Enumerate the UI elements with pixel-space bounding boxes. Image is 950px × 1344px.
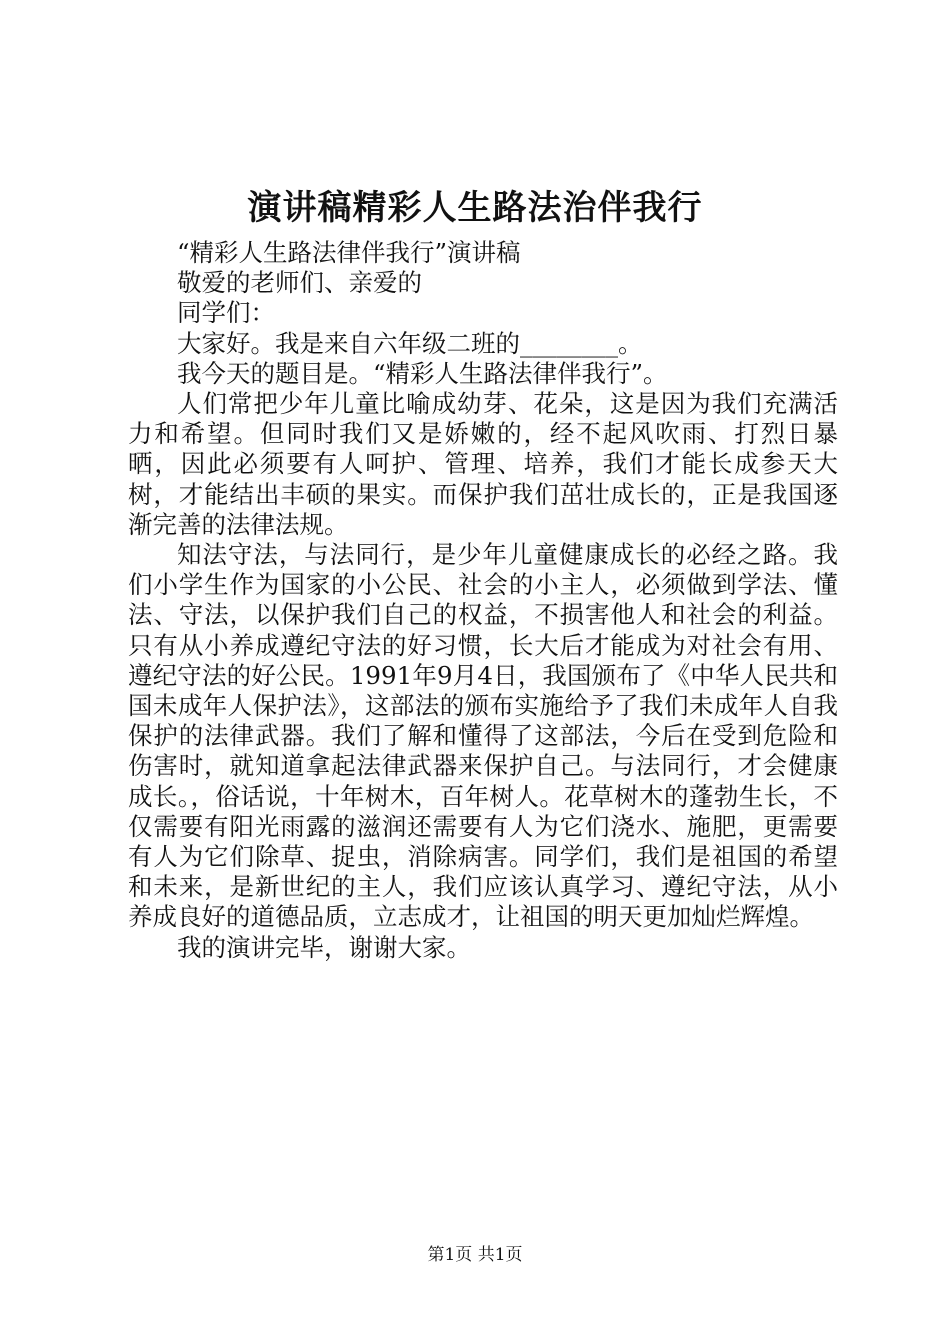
speech-subtitle: “精彩人生路法律伴我行”演讲稿 <box>177 238 521 267</box>
paragraph-2: 知法守法，与法同行，是少年儿童健康成长的必经之路。我们小学生作为国家的小公民、社会的小主人，必须做到学法、懂法、守法，以保护我们自己的权益，不损害他人和社会的利益。只有从小养成遵纪守法的好习惯，长大后才能成为对社会有用、遵纪守法的好公民。1991年9月4日，我国颁布了《中华人民共和国未成年人保护法》，这部法的颁布实施给予了我们未成年人自我保护的法律武器。我们了解和懂得了这部法，今后在受到危险和伤害时，就知道拿起法律武器来保护自己。与法同行，才会健康成长。，俗话说，十年树木，百年树人。花草树木的蓬勃生长，不仅需要有阳光雨露的滋润还需要有人为它们浇水、施肥，更需要有人为它们除草、捉虫，消除病害。同学们，我们是祖国的希望和未来，是新世纪的主人，我们应该认真学习、遵纪守法，从小养成良好的道德品质，立志成才，让祖国的明天更加灿烂辉煌。 <box>128 539 838 932</box>
paragraph-1: 人们常把少年儿童比喻成幼芽、花朵，这是因为我们充满活力和希望。但同时我们又是娇嫩的，经不起风吹雨、打烈日暴晒，因此必须要有人呵护、管理、培养，我们才能长成参天大树，才能结出丰硕的果实。而保护我们茁壮成长的，正是我国逐渐完善的法律法规。 <box>128 388 838 539</box>
topic-line: 我今天的题目是。“精彩人生路法律伴我行”。 <box>177 358 668 388</box>
greeting-line: 大家好。我是来自六年级二班的________。 <box>177 328 643 358</box>
document-body <box>128 238 838 963</box>
closing-line: 我的演讲完毕，谢谢大家。 <box>177 932 471 962</box>
document-title: 演讲稿精彩人生路法治伴我行 <box>247 188 703 228</box>
salutation-line-1: 敬爱的老师们、亲爱的 <box>177 268 422 298</box>
salutation-line-2: 同学们： <box>177 298 275 328</box>
page-footer: 第1页 共1页 <box>427 1245 523 1265</box>
